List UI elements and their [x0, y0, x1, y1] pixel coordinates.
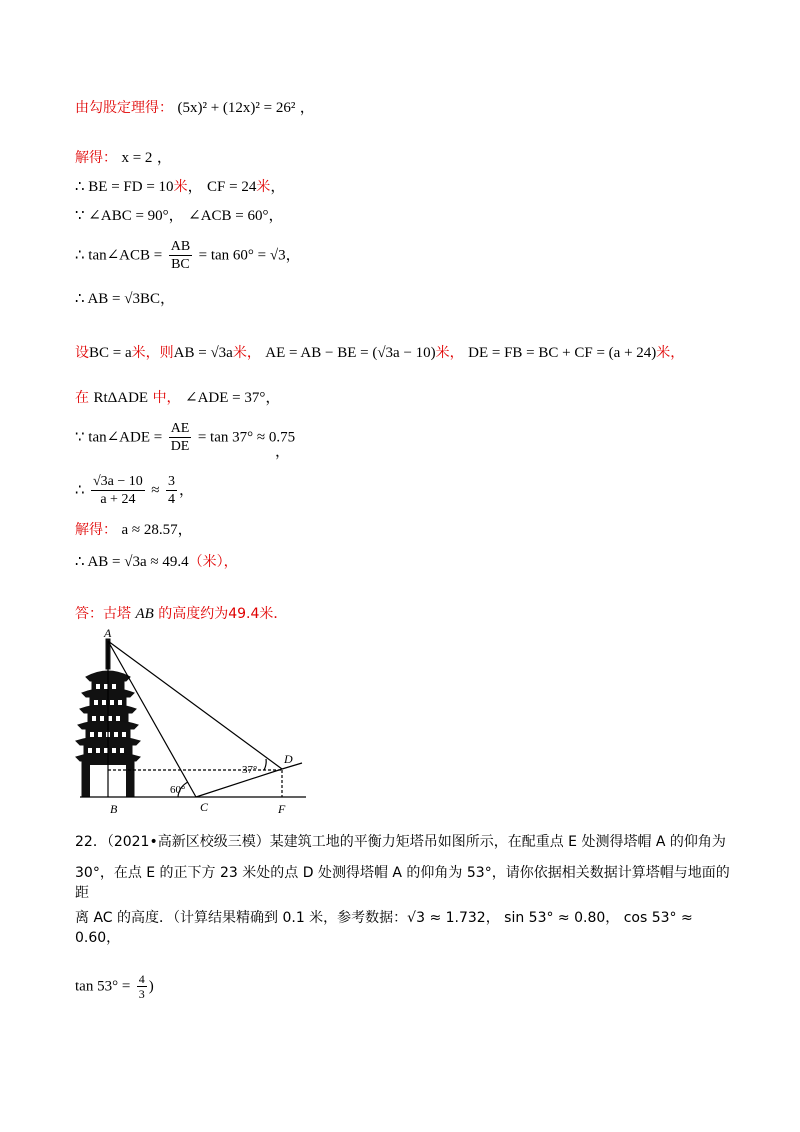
- eq-de: DE = FB = BC + CF = (a + 24): [468, 345, 657, 361]
- eq-abc: ∵ ∠ABC = 90°: [75, 208, 169, 224]
- denominator: DE: [170, 439, 190, 454]
- solution-line-ab-value: [75, 552, 238, 572]
- eq-tan-ade-left: ∵ tan∠ADE =: [75, 429, 163, 446]
- solution-line-tan-ade-tail: [275, 442, 290, 462]
- approx: ≈: [151, 482, 160, 499]
- eq-ae: AE = AB − BE = (√3a − 10): [265, 345, 436, 361]
- label-d: D: [284, 752, 293, 766]
- punct: ，: [178, 482, 194, 499]
- label-set: 设: [75, 345, 89, 361]
- punct: ，: [177, 522, 193, 538]
- eq-tan-acb-left: ∴ tan∠ACB =: [75, 247, 163, 264]
- punct: ，: [156, 150, 172, 166]
- eq-cf: CF = 24: [207, 179, 257, 195]
- unit-then: 米，则: [131, 345, 174, 361]
- triangle-name: RtΔADE: [93, 390, 149, 406]
- fraction-ae-de: [169, 420, 192, 455]
- solution-line-rt-triangle: [75, 388, 280, 408]
- label-solve: 解得：: [75, 150, 117, 166]
- punct: ，: [275, 444, 291, 460]
- eq-ade: ∠ADE = 37°: [185, 390, 266, 406]
- punct: ，: [160, 291, 176, 307]
- eq-tan-ade-right: = tan 37° ≈ 0.75: [197, 429, 296, 446]
- unit-mi: 米，: [656, 345, 685, 361]
- solution-line-set-variable: [75, 343, 684, 363]
- answer-ab: AB: [135, 606, 154, 622]
- unit-mi: （米）: [188, 554, 224, 570]
- segment-ad: [108, 641, 282, 769]
- solution-line-solve-x: [75, 148, 172, 168]
- eq-ab-value: ∴ AB = √3a ≈ 49.4: [75, 554, 189, 570]
- eq-be-fd: ∴ BE = FD = 10: [75, 179, 174, 195]
- therefore: ∴: [75, 482, 85, 499]
- fraction-3-4: [166, 473, 177, 508]
- pagoda-figure: [72, 627, 312, 817]
- eq-acb: ∠ACB = 60°: [188, 208, 269, 224]
- tan53-label: tan 53° =: [75, 978, 131, 995]
- answer-prefix: 答：古塔: [75, 606, 131, 622]
- numerator: AB: [170, 239, 191, 254]
- fraction-ratio: [91, 473, 145, 508]
- eq-ab-sqrt3bc: ∴ AB = √3BC: [75, 291, 161, 307]
- unit-mi: 米，: [232, 345, 261, 361]
- denominator: a + 24: [100, 492, 136, 507]
- solution-line-ab-bc: [75, 289, 175, 309]
- question-line-2: 30°，在点 E 的正下方 23 米处的点 D 处测得塔帽 A 的仰角为 53°，请你依据相关数据计算塔帽与地面的距: [75, 865, 730, 901]
- numerator: AE: [170, 421, 190, 436]
- answer-suffix: 的高度约为49.4米．: [158, 606, 288, 622]
- solution-line-pythagoras: [75, 98, 315, 118]
- question-line-4: [75, 972, 154, 1001]
- segment-cd: [196, 769, 282, 797]
- punct: ，: [268, 208, 284, 224]
- close-paren: ): [148, 978, 154, 995]
- denominator: 3: [138, 987, 145, 1001]
- eq-tan-acb-right: = tan 60° = √3: [198, 247, 286, 264]
- denominator: BC: [171, 257, 190, 272]
- eq-pythagoras: (5x)² + (12x)² = 26²: [177, 100, 296, 116]
- punct: ，: [187, 179, 203, 195]
- punct: ，: [168, 208, 184, 224]
- punct: ，: [285, 247, 301, 264]
- answer-line: [75, 604, 287, 624]
- numerator: 4: [138, 972, 145, 986]
- label-b: B: [110, 802, 118, 816]
- unit-mi: 米: [256, 179, 271, 195]
- solution-line-lengths: [75, 177, 285, 197]
- fraction-4-3: [137, 972, 147, 1001]
- solution-line-angles: [75, 206, 284, 226]
- unit-mi: 米，: [435, 345, 464, 361]
- eq-ab-a: AB = √3a: [173, 345, 233, 361]
- solution-line-tan-ade: [75, 420, 295, 455]
- numerator: 3: [167, 474, 175, 489]
- label-e: E: [98, 766, 106, 780]
- punct: ，: [299, 100, 315, 116]
- solution-line-tan-acb: [75, 238, 301, 273]
- label-f: F: [278, 802, 286, 816]
- question-line-3: 离 AC 的高度．（计算结果精确到 0.1 米，参考数据：√3 ≈ 1.732， sin 53° ≈ 0.80， cos 53° ≈ 0.60，: [75, 910, 693, 946]
- solution-line-solve-a: [75, 520, 193, 540]
- label-pythagoras: 由勾股定理得：: [75, 100, 173, 116]
- punct: ，: [265, 390, 281, 406]
- unit-mi: 米: [173, 179, 188, 195]
- label-c: C: [200, 800, 209, 814]
- eq-a: a ≈ 28.57: [121, 522, 178, 538]
- denominator: 4: [167, 492, 175, 507]
- angle-37-label: 37°: [242, 764, 258, 776]
- solution-line-ratio: [75, 473, 194, 508]
- angle-60-label: 60°: [170, 784, 186, 796]
- numerator: √3a − 10: [93, 474, 143, 489]
- punct: ，: [223, 554, 238, 570]
- punct: ，: [270, 179, 286, 195]
- label-a: A: [104, 627, 112, 640]
- eq-bc-a: BC = a: [89, 345, 132, 361]
- label-middle: 中，: [152, 390, 181, 406]
- label-in: 在: [75, 390, 89, 406]
- label-solve: 解得：: [75, 522, 117, 538]
- eq-x: x = 2: [121, 150, 153, 166]
- fraction-ab-bc: [169, 238, 192, 273]
- angle-37-arc: [264, 759, 266, 770]
- question-line-1: 22．（2021•高新区校级三模）某建筑工地的平衡力矩塔吊如图所示，在配重点 E 处测得塔帽 A 的仰角为: [75, 834, 726, 850]
